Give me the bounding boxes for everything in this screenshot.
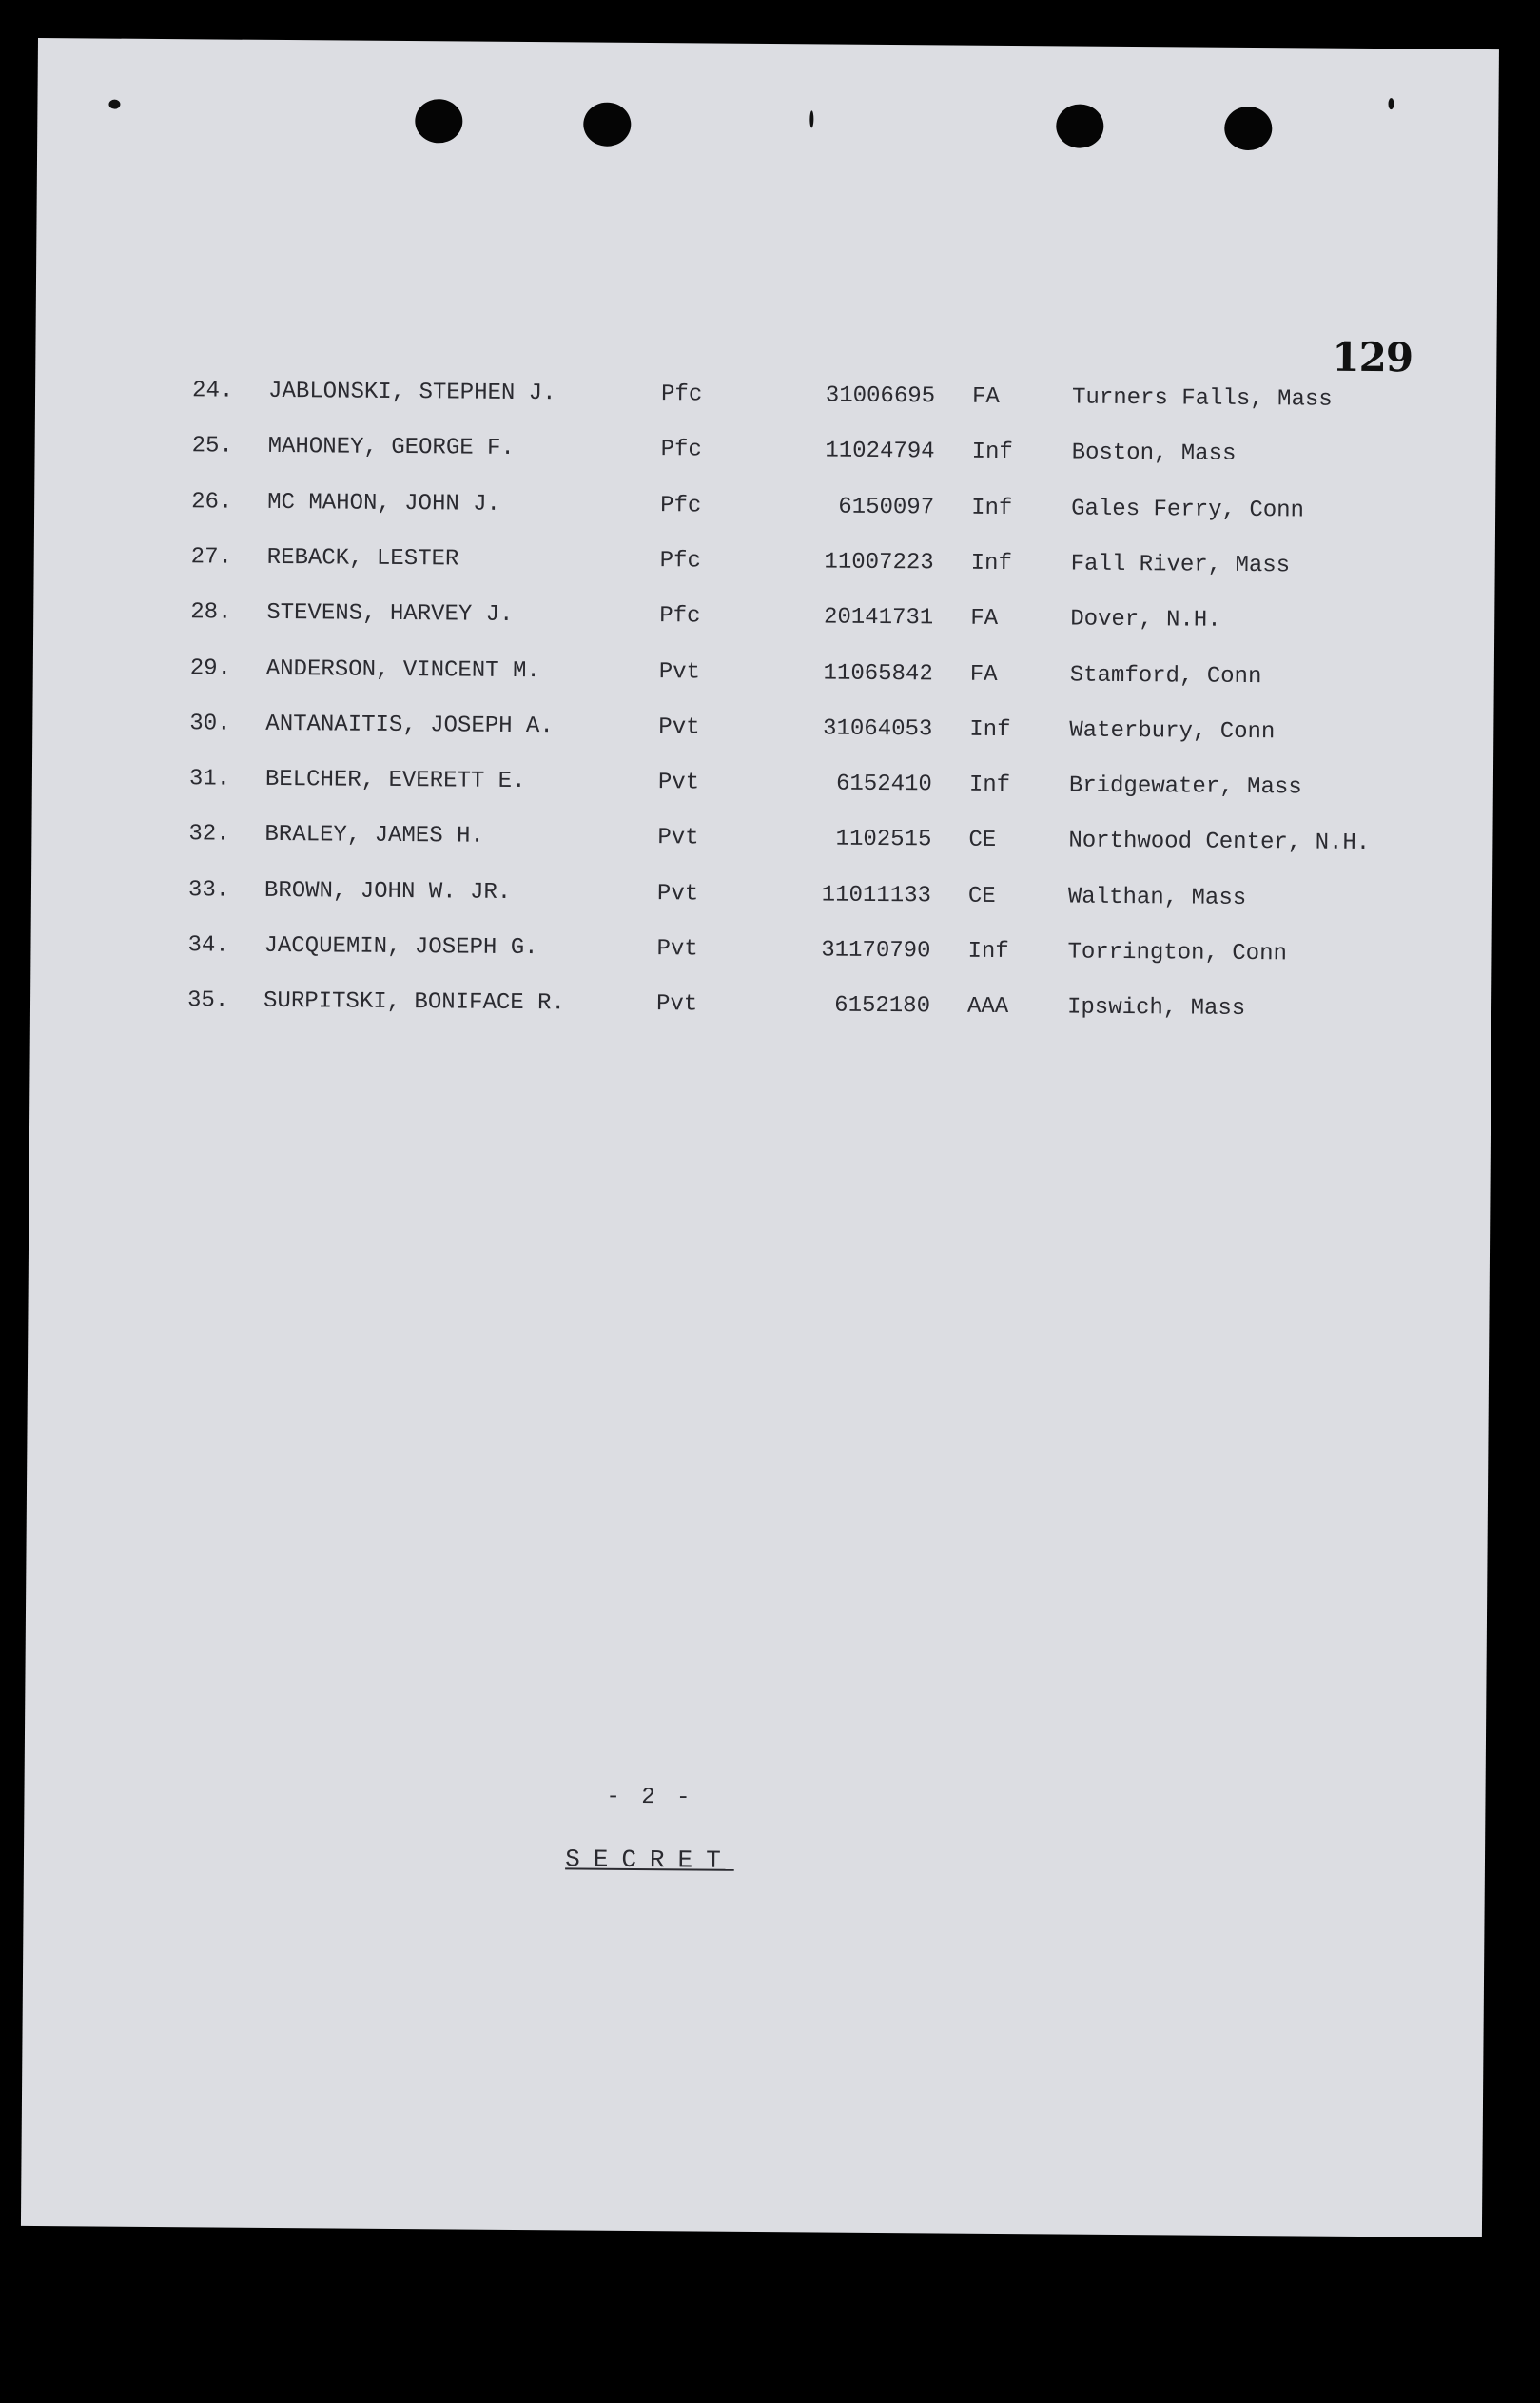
hometown: Ipswich, Mass bbox=[1066, 994, 1246, 1022]
soldier-rank: Pvt bbox=[658, 659, 701, 686]
soldier-name: JABLONSKI, STEPHEN J. bbox=[267, 378, 556, 407]
punch-hole-4 bbox=[1224, 107, 1272, 150]
soldier-rank: Pfc bbox=[660, 437, 702, 463]
serial-number: 6150097 bbox=[838, 494, 935, 521]
soldier-name: ANTANAITIS, JOSEPH A. bbox=[265, 711, 554, 740]
branch-arm: FA bbox=[970, 605, 999, 632]
classification-marking: SECRET bbox=[565, 1845, 734, 1875]
hometown: Northwood Center, N.H. bbox=[1068, 828, 1371, 857]
roster-row bbox=[32, 759, 1493, 809]
serial-number: 1102515 bbox=[835, 826, 932, 853]
branch-arm: Inf bbox=[970, 550, 1013, 577]
roster-number: 28. bbox=[190, 599, 232, 626]
hometown: Boston, Mass bbox=[1071, 440, 1237, 467]
roster-row bbox=[34, 482, 1495, 532]
soldier-rank: Pvt bbox=[657, 770, 700, 796]
soldier-rank: Pfc bbox=[659, 548, 702, 575]
roster-row bbox=[30, 981, 1491, 1030]
soldier-rank: Pfc bbox=[659, 603, 701, 630]
roster-number: 34. bbox=[187, 932, 229, 959]
hometown: Fall River, Mass bbox=[1070, 551, 1291, 579]
serial-number: 11011133 bbox=[821, 882, 932, 909]
punch-hole-1 bbox=[415, 99, 462, 143]
soldier-rank: Pvt bbox=[658, 714, 700, 741]
serial-number: 6152410 bbox=[835, 771, 932, 798]
roster-number: 35. bbox=[186, 987, 229, 1014]
soldier-name: MAHONEY, GEORGE F. bbox=[267, 433, 515, 461]
branch-arm: Inf bbox=[971, 495, 1013, 522]
hometown: Torrington, Conn bbox=[1067, 939, 1288, 967]
serial-number: 20141731 bbox=[823, 604, 934, 632]
roster-row bbox=[30, 926, 1491, 975]
roster-row bbox=[33, 649, 1494, 698]
soldier-name: JACQUEMIN, JOSEPH G. bbox=[263, 932, 538, 962]
soldier-name: ANDERSON, VINCENT M. bbox=[265, 655, 540, 685]
branch-arm: CE bbox=[967, 883, 996, 909]
roster-row bbox=[34, 426, 1495, 476]
roster-row bbox=[35, 371, 1496, 420]
roster-number: 24. bbox=[191, 378, 234, 404]
soldier-rank: Pvt bbox=[656, 936, 698, 963]
hometown: Bridgewater, Mass bbox=[1068, 772, 1302, 801]
roster-number: 33. bbox=[187, 877, 230, 904]
roster-row bbox=[31, 814, 1492, 864]
ink-speck bbox=[1388, 98, 1394, 109]
serial-number: 11065842 bbox=[823, 660, 933, 688]
branch-arm: AAA bbox=[966, 993, 1009, 1021]
punch-hole-3 bbox=[1056, 104, 1103, 147]
roster-number: 27. bbox=[190, 544, 233, 571]
serial-number: 11024794 bbox=[825, 438, 935, 465]
ink-speck bbox=[108, 100, 120, 109]
roster-row bbox=[34, 537, 1495, 587]
branch-arm: FA bbox=[971, 383, 1000, 410]
page-number: 129 bbox=[1332, 333, 1413, 381]
branch-arm: Inf bbox=[967, 938, 1009, 966]
branch-arm: FA bbox=[969, 661, 998, 688]
hometown: Gales Ferry, Conn bbox=[1071, 496, 1305, 524]
hometown: Waterbury, Conn bbox=[1069, 717, 1276, 746]
roster-number: 26. bbox=[191, 489, 233, 516]
roster-number: 32. bbox=[188, 821, 230, 848]
document-page bbox=[21, 38, 1499, 2237]
roster-row bbox=[31, 870, 1492, 920]
roster-row bbox=[33, 593, 1494, 642]
punch-hole-2 bbox=[583, 103, 631, 147]
soldier-name: BROWN, JOHN W. JR. bbox=[263, 877, 512, 906]
hometown: Walthan, Mass bbox=[1067, 884, 1247, 912]
ink-speck bbox=[809, 110, 813, 127]
roster-number: 29. bbox=[189, 655, 232, 682]
soldier-name: MC MAHON, JOHN J. bbox=[267, 489, 501, 518]
soldier-name: STEVENS, HARVEY J. bbox=[266, 599, 514, 628]
branch-arm: CE bbox=[968, 827, 997, 853]
roster-number: 25. bbox=[191, 433, 233, 459]
roster-row bbox=[32, 704, 1493, 753]
soldier-rank: Pvt bbox=[657, 825, 699, 851]
soldier-rank: Pvt bbox=[656, 881, 699, 908]
soldier-name: REBACK, LESTER bbox=[266, 544, 459, 573]
branch-arm: Inf bbox=[969, 716, 1011, 744]
soldier-rank: Pfc bbox=[660, 493, 702, 519]
hometown: Dover, N.H. bbox=[1070, 606, 1221, 634]
footer-page-indicator: - 2 - bbox=[606, 1784, 694, 1811]
soldier-name: BELCHER, EVERETT E. bbox=[264, 766, 526, 795]
hometown: Turners Falls, Mass bbox=[1071, 384, 1333, 413]
serial-number: 6152180 bbox=[834, 992, 931, 1020]
serial-number: 11007223 bbox=[824, 549, 934, 576]
branch-arm: Inf bbox=[971, 439, 1013, 466]
roster-number: 30. bbox=[189, 711, 231, 737]
soldier-name: SURPITSKI, BONIFACE R. bbox=[263, 987, 566, 1017]
serial-number: 31064053 bbox=[822, 715, 933, 743]
serial-number: 31170790 bbox=[821, 937, 931, 965]
serial-number: 31006695 bbox=[825, 382, 936, 410]
branch-arm: Inf bbox=[968, 772, 1011, 799]
soldier-rank: Pfc bbox=[660, 381, 703, 408]
soldier-name: BRALEY, JAMES H. bbox=[264, 821, 484, 850]
hometown: Stamford, Conn bbox=[1069, 662, 1262, 691]
soldier-rank: Pvt bbox=[655, 991, 698, 1018]
roster-number: 31. bbox=[188, 766, 231, 792]
